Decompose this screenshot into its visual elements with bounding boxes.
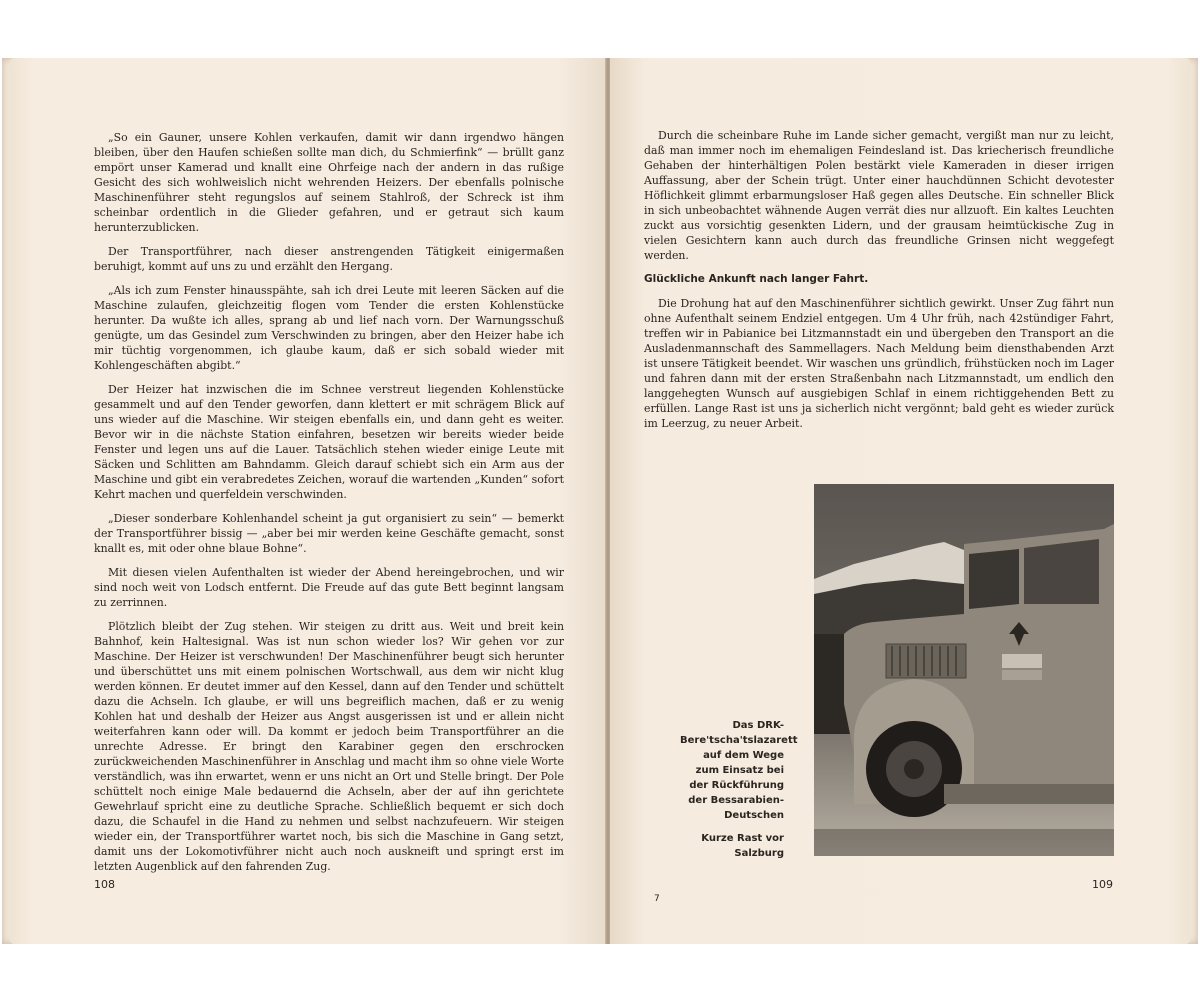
paragraph: Der Transportführer, nach dieser anstrengenden Tätigkeit einigermaßen beruhigt, kommt auf uns zu und erzählt den Hergang. <box>94 245 564 273</box>
open-book <box>2 58 1198 944</box>
truck-photo <box>814 484 1114 856</box>
caption-line: Kurze Rast vor <box>701 833 784 844</box>
page-number-right: 109 <box>1092 878 1113 891</box>
caption-line: der Rückführung <box>689 780 784 791</box>
caption-line: der Bessarabien- <box>688 795 784 806</box>
caption-line: Das DRK- <box>732 720 784 731</box>
caption-line: Bere'tscha'tslazarett <box>680 735 798 746</box>
paragraph: „Dieser sonderbare Kohlenhandel scheint ja gut organisiert zu sein“ — bemerkt der Transportführer bissig — „aber bei mir werden keine Geschäfte gemacht, sonst knallt es, mit oder ohne blaue Bohne“. <box>94 512 564 555</box>
caption-line: auf dem Wege <box>703 750 784 761</box>
caption-line: zum Einsatz bei <box>695 765 784 776</box>
page-number-left: 108 <box>94 878 115 891</box>
section-heading: Glückliche Ankunft nach langer Fahrt. <box>644 273 869 285</box>
left-page <box>10 58 606 944</box>
right-page-text <box>644 128 1114 440</box>
page-mark: 7 <box>654 894 660 904</box>
truck-photo-illustration <box>814 484 1114 856</box>
paragraph: Durch die scheinbare Ruhe im Lande sicher gemacht, vergißt man nur zu leicht, daß man immer noch im ehemaligen Feindesland ist. Das kriecherisch freundliche Gehaben der hinterhältigen Polen bestärkt viele Kameraden in dieser irrigen Auffassung, aber der Schein trügt. Unter einer hauchdünnen Schicht devotester Höflichkeit glimmt erbarmungsloser Haß gegen alles Deutsche. Ein schneller Blick in sich unbeobachtet wähnende Augen verrät dies nur allzuoft. Ein kaltes Leuchten zuckt aus vorsichtig gesenkten Lidern, und der grausam heimtückische Zug in vielen Gesichtern kann auch durch das freundliche Grinsen nicht weggefegt werden. <box>644 129 1114 262</box>
left-page-text <box>94 130 564 883</box>
photo-caption <box>680 718 798 861</box>
paragraph: Der Heizer hat inzwischen die im Schnee verstreut liegenden Kohlenstücke gesammelt und auf den Tender geworfen, dann klettert er mit schrägem Blick auf uns wieder auf die Maschine. Wir steigen ebenfalls ein, und dann geht es weiter. Bevor wir in die nächste Station einfahren, besetzen wir bereits wieder beide Fenster und legen uns auf die Lauer. Tatsächlich stehen wieder einige Leute mit Säcken und Schlitten am Bahndamm. Gleich darauf schiebt sich ein Arm aus der Maschine und gibt ein verabredetes Zeichen, worauf die wartenden „Kunden“ sofort Kehrt machen und querfeldein verschwinden. <box>94 383 564 501</box>
paragraph: „Als ich zum Fenster hinausspähte, sah ich drei Leute mit leeren Säcken auf die Maschine zulaufen, gleichzeitig flogen vom Tender die ersten Kohlenstücke herunter. Da wußte ich alles, sprang ab und lief nach vorn. Der Warnungsschuß genügte, um das Gesindel zum Verschwinden zu bringen, aber den Heizer habe ich mir tüchtig vorgenommen, ich glaube kaum, daß er sich sobald wieder mit Kohlengeschäften abgibt.“ <box>94 284 564 372</box>
right-page <box>610 58 1190 944</box>
caption-line: Deutschen <box>724 810 784 821</box>
paragraph: Plötzlich bleibt der Zug stehen. Wir steigen zu dritt aus. Weit und breit kein Bahnhof, kein Haltesignal. Was ist nun schon wieder los? Wir gehen vor zur Maschine. Der Heizer ist verschwunden! Der Maschinenführer beugt sich herunter und überschüttet uns mit einem polnischen Wortschwall, aus dem wir nicht klug werden können. Er deutet immer auf den Kessel, dann auf den Tender und schüttelt dazu die Achseln. Ich glaube, er will uns begreiflich machen, daß er zu wenig Kohlen hat und deshalb der Heizer aus Angst ausgerissen ist und er allein nicht weiterfahren kann oder will. Da kommt er jedoch beim Transportführer an die unrechte Adresse. Er bringt den Karabiner gegen den erschrocken zurückweichenden Maschinenführer in Anschlag und macht ihm so ohne viele Worte verständlich, was ihn erwartet, wenn er uns nicht an Ort und Stelle bringt. Der Pole schüttelt noch einige Male bedauernd die Achseln, aber der auf ihn gerichtete Gewehrlauf spricht eine zu deutliche Sprache. Schließlich bequemt er sich doch dazu, die Schaufel in die Hand zu nehmen und selbst nachzufeuern. Wir steigen wieder ein, der Transportführer wartet noch, bis sich die Maschine in Gang setzt, damit uns der Lokomotivführer nicht auch noch auskneift und springt erst im letzten Augenblick auf den fahrenden Zug. <box>94 620 564 873</box>
paragraph: Mit diesen vielen Aufenthalten ist wieder der Abend hereingebrochen, und wir sind noch weit von Lodsch entfernt. Die Freude auf das gute Bett beginnt langsam zu zerrinnen. <box>94 566 564 609</box>
paragraph: Die Drohung hat auf den Maschinenführer sichtlich gewirkt. Unser Zug fährt nun ohne Aufenthalt seinem Endziel entgegen. Um 4 Uhr früh, nach 42stündiger Fahrt, treffen wir in Pabianice bei Litzmannstadt ein und übergeben den Transport an die Ausladenmannschaft des Sammellagers. Nach Meldung beim diensthabenden Arzt ist unsere Tätigkeit beendet. Wir waschen uns gründlich, frühstücken noch im Lager und fahren dann mit der ersten Straßenbahn nach Litzmannstadt, um endlich den langgehegten Wunsch auf ausgiebigen Schlaf in einem richtiggehenden Bett zu erfüllen. Lange Rast ist uns ja sicherlich nicht vergönnt; bald geht es wieder zurück im Leerzug, zu neuer Arbeit. <box>644 297 1114 430</box>
caption-line: Salzburg <box>734 848 784 859</box>
paragraph: „So ein Gauner, unsere Kohlen verkaufen, damit wir dann irgendwo hängen bleiben, über den Haufen schießen sollte man dich, du Schmierfink“ — brüllt ganz empört unser Kamerad und knallt eine Ohrfeige nach der andern in das rußige Gesicht des sich wohlweislich nicht wehrenden Heizers. Der ebenfalls polnische Maschinenführer steht regungslos auf seinem Stahlroß, der Schreck ist ihm scheinbar ordentlich in die Glieder gefahren, und er getraut sich kaum herunterzublicken. <box>94 131 564 234</box>
